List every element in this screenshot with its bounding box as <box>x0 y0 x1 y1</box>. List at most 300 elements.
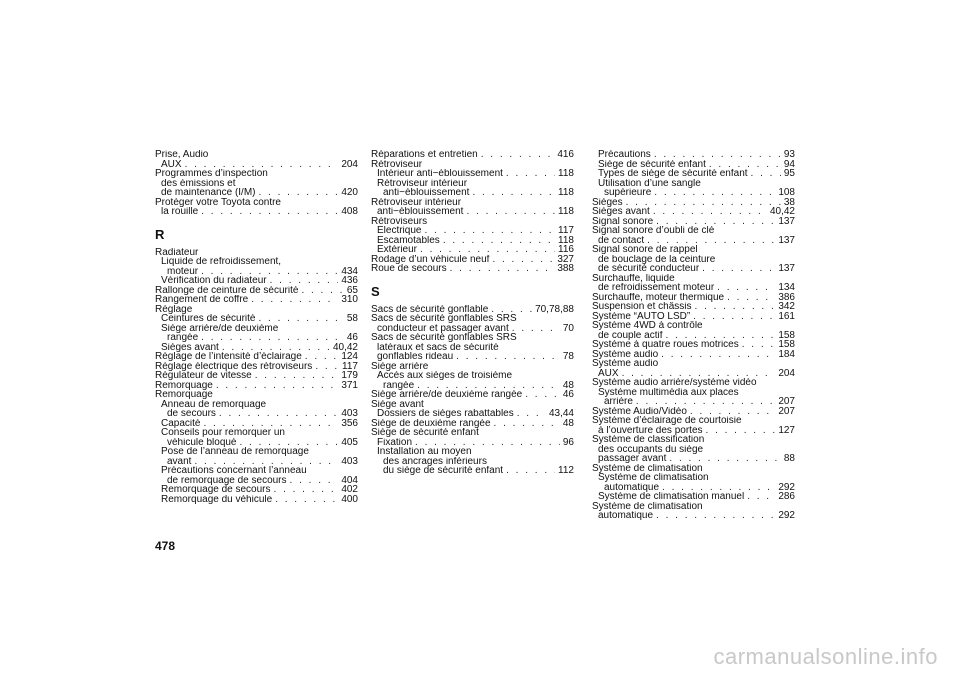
entry-text: automatique <box>604 482 660 492</box>
entry-text: gonflables rideau <box>377 352 454 362</box>
index-entry <box>592 226 795 236</box>
dot-leader <box>201 267 338 277</box>
index-entry <box>592 426 795 436</box>
entry-text: Rétroviseur <box>371 159 423 169</box>
index-entry <box>592 445 795 455</box>
entry-page-number: 117 <box>342 361 358 371</box>
index-entry <box>592 464 795 474</box>
dot-leader <box>709 160 781 170</box>
entry-text: Extérieur <box>377 245 418 255</box>
dot-leader <box>466 207 555 217</box>
index-entry <box>371 305 574 315</box>
entry-page-number: 88 <box>783 454 795 464</box>
entry-page-number: 207 <box>778 397 795 407</box>
entry-text: Système audio <box>592 349 659 359</box>
entry-page-number: 95 <box>783 169 795 179</box>
entry-text: Sièges <box>592 197 623 207</box>
dot-leader <box>415 438 560 448</box>
dot-leader <box>194 457 338 467</box>
entry-text: Signal sonore <box>592 216 654 226</box>
dot-leader <box>636 397 775 407</box>
index-entry <box>155 485 358 495</box>
entry-page-number: 43,44 <box>548 409 574 419</box>
dot-leader <box>255 371 339 381</box>
dot-leader <box>472 188 555 198</box>
entry-text: Radiateur <box>155 247 199 257</box>
dot-leader <box>456 352 560 362</box>
entry-text: Intérieur anti−éblouissement <box>377 169 503 179</box>
index-entry <box>155 188 358 198</box>
index-entry <box>155 495 358 505</box>
index-entry <box>592 207 795 217</box>
entry-page-number: 46 <box>562 390 574 400</box>
entry-text: automatique <box>598 511 654 521</box>
dot-leader <box>706 426 776 436</box>
dot-leader <box>717 283 775 293</box>
entry-page-number: 137 <box>778 264 795 274</box>
index-entry <box>155 198 358 208</box>
entry-text: du siège de sécurité enfant <box>383 466 504 476</box>
index-entry <box>371 255 574 265</box>
entry-page-number: 134 <box>778 283 795 293</box>
index-entry <box>592 350 795 360</box>
entry-page-number: 204 <box>778 368 795 378</box>
entry-text: Rétroviseur intérieur <box>377 178 468 188</box>
entry-text: AUX <box>598 368 619 378</box>
index-entry <box>155 267 358 277</box>
dot-leader <box>219 409 338 419</box>
entry-text: conducteur et passager avant <box>377 323 509 333</box>
dot-leader <box>251 295 338 305</box>
index-entry <box>592 236 795 246</box>
dot-leader <box>506 169 555 179</box>
dot-leader <box>727 293 775 303</box>
index-entry <box>371 333 574 343</box>
entry-page-number: 78 <box>562 352 574 362</box>
entry-text: la rouille <box>161 207 199 217</box>
index-entry <box>592 150 795 160</box>
index-entry <box>592 483 795 493</box>
index-entry <box>371 362 574 372</box>
index-entry <box>155 457 358 467</box>
dot-leader <box>216 381 339 391</box>
entry-text: Système à quatre roues motrices <box>592 340 739 350</box>
dot-leader <box>695 302 776 312</box>
index-entry <box>371 179 574 189</box>
index-entry <box>592 283 795 293</box>
index-entry <box>155 314 358 324</box>
entry-text: moteur <box>167 266 199 276</box>
entry-page-number: 124 <box>341 352 358 362</box>
entry-page-number: 70 <box>562 323 574 333</box>
entry-text: Escamotables <box>377 235 440 245</box>
index-entry <box>371 314 574 324</box>
index-entry <box>371 169 574 179</box>
entry-page-number: 118 <box>558 207 574 217</box>
entry-page-number: 405 <box>341 437 358 447</box>
entry-page-number: 48 <box>562 418 574 428</box>
dot-leader <box>517 409 546 419</box>
entry-text: Sièges avant <box>592 207 650 217</box>
index-entry <box>592 179 795 189</box>
entry-text: Siège de sécurité enfant <box>371 428 479 438</box>
index-entry <box>155 409 358 419</box>
entry-text: véhicule bloqué <box>167 437 237 447</box>
entry-text: Utilisation d’une sangle <box>598 178 701 188</box>
entry-text: Pose de l’anneau de remorquage <box>161 447 309 457</box>
index-entry <box>592 388 795 398</box>
entry-page-number: 158 <box>778 340 795 350</box>
dot-leader <box>662 483 775 493</box>
entry-page-number: 94 <box>783 159 795 169</box>
entry-page-number: 420 <box>341 188 358 198</box>
entry-text: de remorquage de secours <box>167 475 287 485</box>
entry-text: Capacité <box>161 418 201 428</box>
index-entry <box>371 428 574 438</box>
entry-page-number: 371 <box>341 380 358 390</box>
index-entry <box>371 245 574 255</box>
index-entry <box>155 352 358 362</box>
entry-text: Electrique <box>377 226 422 236</box>
index-entry <box>371 419 574 429</box>
index-entry <box>155 207 358 217</box>
entry-page-number: 70,78,88 <box>535 304 574 314</box>
entry-page-number: 96 <box>562 437 574 447</box>
entry-text: Précautions <box>598 150 651 160</box>
dot-leader <box>417 381 560 391</box>
index-entry <box>592 321 795 331</box>
index-entry <box>155 428 358 438</box>
index-entry <box>592 511 795 521</box>
entry-page-number: 356 <box>341 418 358 428</box>
dot-leader <box>290 476 339 486</box>
entry-page-number: 158 <box>778 330 795 340</box>
index-entry <box>155 447 358 457</box>
index-entry <box>155 438 358 448</box>
index-entry <box>592 255 795 265</box>
entry-page-number: 38 <box>783 197 795 207</box>
entry-page-number: 400 <box>341 494 358 504</box>
index-entry <box>592 293 795 303</box>
index-entry <box>371 264 574 274</box>
dot-leader <box>742 340 776 350</box>
entry-text: avant <box>167 456 192 466</box>
entry-text: anti−éblouissement <box>383 188 470 198</box>
index-entry <box>592 359 795 369</box>
entry-text: Siège arrière/de deuxième rangée <box>371 390 523 400</box>
entry-page-number: 403 <box>341 456 358 466</box>
dot-leader <box>315 362 339 372</box>
entry-page-number: 292 <box>778 511 795 521</box>
entry-text: Protéger votre Toyota contre <box>155 197 281 207</box>
dot-leader <box>512 324 560 334</box>
index-entry <box>371 343 574 353</box>
index-entry <box>592 302 795 312</box>
entry-text: des ancrages inférieurs <box>383 456 487 466</box>
section-letter: S <box>371 283 380 299</box>
entry-text: de maintenance (I/M) <box>161 188 256 198</box>
entry-text: Siège arrière <box>371 361 429 371</box>
dot-leader <box>656 217 775 227</box>
index-entry <box>371 150 574 160</box>
dot-leader <box>270 276 339 286</box>
index-entry <box>155 324 358 334</box>
entry-page-number: 184 <box>778 349 795 359</box>
entry-text: anti−éblouissement <box>377 207 464 217</box>
index-entry <box>371 226 574 236</box>
index-entry <box>592 369 795 379</box>
entry-page-number: 292 <box>778 482 795 492</box>
entry-page-number: 118 <box>558 169 574 179</box>
entry-text: Rétroviseurs <box>371 216 428 226</box>
dot-leader <box>420 245 555 255</box>
index-entry <box>155 257 358 267</box>
entry-page-number: 408 <box>341 207 358 217</box>
entry-page-number: 310 <box>341 295 358 305</box>
entry-text: Rallonge de ceinture de sécurité <box>155 285 299 295</box>
index-entry <box>592 378 795 388</box>
page-number: 478 <box>155 539 176 553</box>
entry-text: Accès aux sièges de troisième <box>377 371 513 381</box>
entry-page-number: 286 <box>778 492 795 502</box>
index-entry <box>155 169 358 179</box>
entry-page-number: 137 <box>778 216 795 226</box>
entry-text: AUX <box>161 159 182 169</box>
entry-text: Dossiers de sièges rabattables <box>377 409 514 419</box>
dot-leader <box>222 343 330 353</box>
index-entry <box>371 457 574 467</box>
index-entry <box>592 502 795 512</box>
entry-text: Système de climatisation <box>592 501 703 511</box>
entry-text: Suspension et châssis <box>592 302 692 312</box>
entry-page-number: 388 <box>557 264 574 274</box>
entry-text: Signal sonore d’oubli de clé <box>592 226 715 236</box>
index-entry <box>592 454 795 464</box>
dot-leader <box>443 236 555 246</box>
index-entry <box>592 435 795 445</box>
entry-text: Siège de deuxième rangée <box>371 418 491 428</box>
dot-leader <box>626 198 781 208</box>
dot-leader <box>747 492 775 502</box>
entry-text: Système 4WD à contrôle <box>592 321 703 331</box>
dot-leader <box>185 160 339 170</box>
index-entry <box>371 409 574 419</box>
entry-text: Système d’éclairage de courtoisie <box>592 416 742 426</box>
dot-leader <box>494 419 560 429</box>
index-entry <box>155 381 358 391</box>
entry-text: Système de climatisation <box>592 463 703 473</box>
dot-leader <box>301 286 343 296</box>
index-entry <box>155 295 358 305</box>
dot-leader <box>661 350 775 360</box>
entry-page-number: 327 <box>557 254 574 264</box>
index-entry <box>592 274 795 284</box>
index-entry <box>371 352 574 362</box>
entry-page-number: 342 <box>778 302 795 312</box>
index-entry <box>155 286 358 296</box>
entry-text: de secours <box>167 409 216 419</box>
entry-text: Programmes d’inspection <box>155 169 268 179</box>
entry-page-number: 40,42 <box>332 342 358 352</box>
entry-text: Prise, Audio <box>155 150 209 160</box>
dot-leader <box>240 438 339 448</box>
entry-text: Siège arrière/de deuxième <box>161 323 279 333</box>
index-entry <box>592 264 795 274</box>
entry-page-number: 434 <box>341 266 358 276</box>
index-entry <box>371 390 574 400</box>
index-entry <box>155 305 358 315</box>
index-entry <box>155 343 358 353</box>
entry-page-number: 118 <box>558 188 574 198</box>
dot-leader <box>506 466 555 476</box>
entry-text: Réparations et entretien <box>371 150 478 160</box>
entry-text: Fixation <box>377 437 413 447</box>
entry-text: des émissions et <box>161 178 236 188</box>
entry-text: Rangement de coffre <box>155 295 249 305</box>
entry-page-number: 112 <box>558 466 574 476</box>
dot-leader <box>669 454 780 464</box>
index-entry <box>592 198 795 208</box>
index-entry <box>592 340 795 350</box>
index-entry <box>155 419 358 429</box>
index-entry <box>371 217 574 227</box>
entry-text: rangée <box>167 333 199 343</box>
dot-leader <box>203 419 338 429</box>
entry-text: Remorquage <box>155 390 213 400</box>
dot-leader <box>751 169 781 179</box>
entry-page-number: 58 <box>346 314 358 324</box>
dot-leader <box>647 236 775 246</box>
index-column-2 <box>371 150 574 476</box>
dot-leader <box>622 369 776 379</box>
index-entry <box>371 466 574 476</box>
index-entry <box>371 198 574 208</box>
dot-leader <box>274 485 339 495</box>
entry-text: Remorquage du véhicule <box>161 494 273 504</box>
index-column-1 <box>155 150 358 504</box>
entry-page-number: 402 <box>341 485 358 495</box>
entry-page-number: 416 <box>557 150 574 160</box>
entry-text: Siège avant <box>371 399 424 409</box>
entry-text: latéraux et sacs de sécurité <box>377 342 499 352</box>
index-entry <box>155 476 358 486</box>
entry-text: à l’ouverture des portes <box>598 425 703 435</box>
entry-text: Rodage d’un véhicule neuf <box>371 254 490 264</box>
index-entry <box>592 492 795 502</box>
entry-text: Liquide de refroidissement, <box>161 257 282 267</box>
entry-page-number: 207 <box>778 406 795 416</box>
index-entry <box>592 473 795 483</box>
index-entry <box>155 248 358 258</box>
entry-page-number: 65 <box>346 285 358 295</box>
entry-text: de sécurité conducteur <box>598 264 700 274</box>
entry-text: supérieure <box>604 188 652 198</box>
index-entry <box>592 217 795 227</box>
dot-leader <box>201 333 344 343</box>
entry-text: de contact <box>598 235 645 245</box>
dot-leader <box>305 352 339 362</box>
entry-text: Remorquage <box>155 380 213 390</box>
entry-text: Sacs de sécurité gonflables SRS <box>371 314 517 324</box>
entry-page-number: 40,42 <box>769 207 795 217</box>
index-entry <box>155 390 358 400</box>
entry-page-number: 108 <box>778 188 795 198</box>
entry-page-number: 179 <box>341 371 358 381</box>
index-column-3 <box>592 150 795 521</box>
index-entry <box>371 188 574 198</box>
dot-leader <box>275 495 338 505</box>
index-entry <box>155 466 358 476</box>
index-entry <box>371 400 574 410</box>
index-entry <box>592 245 795 255</box>
dot-leader <box>690 407 775 417</box>
index-entry <box>155 333 358 343</box>
entry-text: Surchauffe, liquide <box>592 273 675 283</box>
entry-text: Conseils pour remorquer un <box>161 428 285 438</box>
entry-text: Système de climatisation <box>598 473 709 483</box>
index-entry <box>592 331 795 341</box>
entry-text: des occupants du siège <box>598 444 704 454</box>
index-entry <box>371 438 574 448</box>
entry-text: Réglage de l’intensité d’éclairage <box>155 352 302 362</box>
index-entry <box>371 447 574 457</box>
dot-leader <box>491 305 532 315</box>
entry-text: Types de siège de sécurité enfant <box>598 169 748 179</box>
entry-page-number: 46 <box>346 333 358 343</box>
dot-leader <box>702 264 775 274</box>
entry-page-number: 403 <box>341 409 358 419</box>
entry-text: Anneau de remorquage <box>161 399 267 409</box>
entry-text: Réglage <box>155 304 193 314</box>
index-entry <box>592 312 795 322</box>
index-entry <box>592 397 795 407</box>
index-entry <box>371 160 574 170</box>
entry-text: Roue de secours <box>371 264 447 274</box>
dot-leader <box>693 312 775 322</box>
entry-text: Ceintures de sécurité <box>161 314 256 324</box>
index-entry <box>371 207 574 217</box>
dot-leader <box>525 390 560 400</box>
index-entry <box>371 371 574 381</box>
entry-text: Système de climatisation manuel <box>598 492 745 502</box>
entry-page-number: 118 <box>558 235 574 245</box>
dot-leader <box>259 314 344 324</box>
dot-leader <box>424 226 555 236</box>
index-entry <box>155 371 358 381</box>
entry-text: Sacs de sécurité gonflable <box>371 304 489 314</box>
entry-page-number: 93 <box>783 150 795 160</box>
index-entry <box>155 400 358 410</box>
index-entry <box>155 150 358 160</box>
entry-text: Réglage électrique des rétroviseurs <box>155 361 313 371</box>
index-entry <box>592 188 795 198</box>
dot-leader <box>666 331 776 341</box>
entry-text: Système multimédia aux places <box>598 387 739 397</box>
dot-leader <box>654 188 775 198</box>
dot-leader <box>259 188 339 198</box>
index-entry <box>592 407 795 417</box>
index-entry <box>592 416 795 426</box>
index-entry <box>592 169 795 179</box>
entry-text: Précautions concernant l’anneau <box>161 466 307 476</box>
entry-page-number: 116 <box>558 245 574 255</box>
entry-text: arrière <box>604 397 633 407</box>
entry-text: Vérification du radiateur <box>161 276 267 286</box>
entry-text: de refroidissement moteur <box>598 283 715 293</box>
entry-text: Remorquage de secours <box>161 485 271 495</box>
entry-text: de bouclage de la ceinture <box>598 254 716 264</box>
entry-text: Sièges avant <box>161 342 219 352</box>
